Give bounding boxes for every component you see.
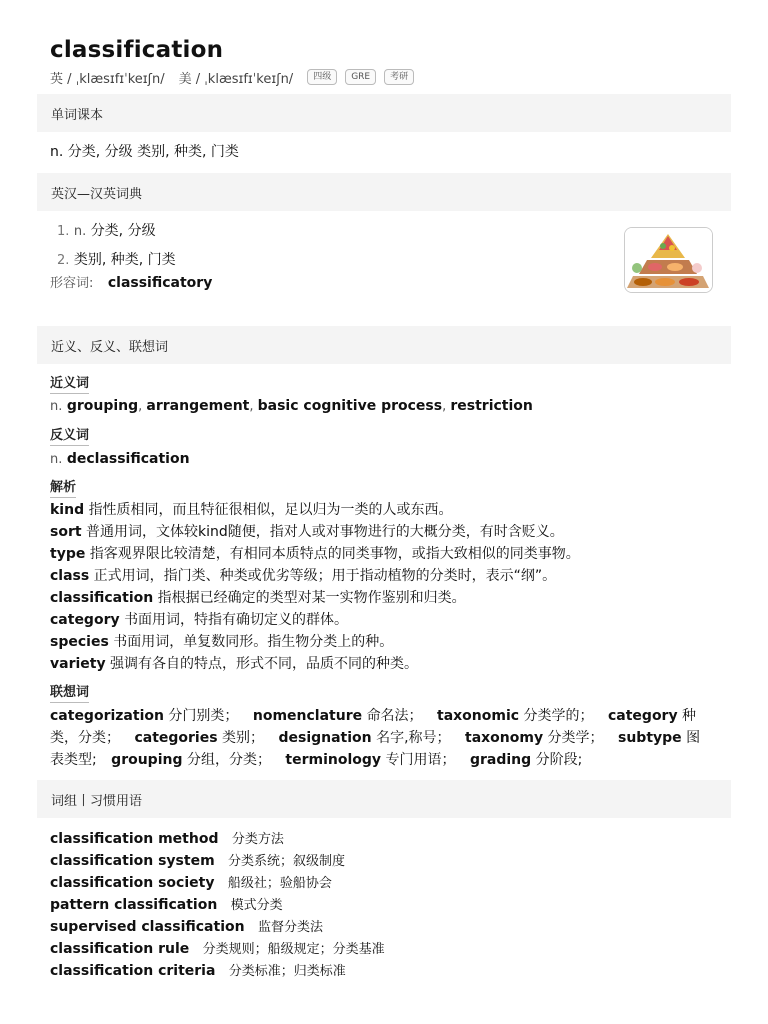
phrase-en: classification rule [50,941,190,957]
section-title: 单词课本 [51,107,104,123]
association-word[interactable]: taxonomic [437,708,520,724]
sense-meaning: 类别, 种类, 门类 [73,252,176,268]
analysis-desc: 书面用词，特指有确切定义的群体。 [124,612,349,628]
phrase-item[interactable] [50,829,284,850]
phonetic-uk[interactable]: 英 / ˌklæsɪfɪˈkeɪʃn/ [50,71,165,87]
analysis-item [50,544,580,564]
synonyms-row: n. grouping, arrangement, basic cognitive process, restriction [50,398,533,414]
analysis-item [50,500,453,520]
analysis-item [50,588,466,608]
synonym-word[interactable]: restriction [450,398,533,414]
sense-meaning: 分类, 分级 [90,223,156,239]
association-word[interactable]: grouping [111,752,183,768]
phrase-zh: 分类标准；归类标准 [228,964,346,979]
analysis-word[interactable]: kind [50,502,85,518]
association-item [134,730,264,746]
phrase-zh: 分类系统；叙级制度 [228,854,346,869]
association-item [285,752,455,768]
association-desc: 命名法； [366,708,423,724]
association-desc: 名字,称号； [376,730,451,746]
adjective-word[interactable]: classificatory [107,275,213,291]
food-pyramid-image[interactable] [624,227,713,293]
association-desc: 分组，分类； [186,752,271,768]
phonetic-row [50,68,422,86]
section-header-dictionary[interactable] [37,173,731,211]
section-header-textbook[interactable] [37,94,731,132]
phrase-zh: 模式分类 [230,898,283,913]
association-word[interactable]: categorization [50,708,164,724]
association-desc: 类别； [222,730,265,746]
antonym-word[interactable]: declassification [66,451,190,467]
section-header-related[interactable] [37,326,731,364]
phrase-item[interactable] [50,895,283,916]
association-item [253,708,423,724]
synonyms-pos: n. [50,399,63,414]
analysis-desc: 指性质相同，而且特征很相似，足以归为一类的人或东西。 [88,502,453,518]
sense-item [57,250,176,271]
phrase-item[interactable] [50,851,345,872]
analysis-item [50,610,348,630]
adjective-row [50,273,212,294]
analysis-word[interactable]: variety [50,656,106,672]
headword: classification [50,37,224,63]
phrase-item[interactable] [50,917,323,938]
phrase-zh: 分类规则；船级规定；分类基准 [202,942,385,957]
synonym-word[interactable]: basic cognitive process [257,398,443,414]
synonym-word[interactable]: grouping [66,398,139,414]
sense-number: 2. [57,253,70,268]
antonyms-label: 反义词 [50,427,89,446]
analysis-word[interactable]: classification [50,590,154,606]
analysis-item [50,632,393,652]
tag-kaoyan: 考研 [384,69,414,85]
association-word[interactable]: terminology [285,752,382,768]
synonym-word[interactable]: arrangement [146,398,250,414]
phrase-en: classification system [50,853,215,869]
analysis-label: 解析 [50,479,76,498]
analysis-desc: 正式用词，指门类、种类或优劣等级；用于指动植物的分类时，表示“纲”。 [93,568,557,584]
associations-label: 联想词 [50,684,89,703]
section-header-phrases[interactable] [37,780,731,818]
association-desc: 专门用语； [385,752,456,768]
phrase-zh: 监督分类法 [257,920,323,935]
analysis-word[interactable]: category [50,612,120,628]
tag-gre: GRE [345,69,376,85]
tag-cet4: 四级 [307,69,337,85]
association-desc: 分类学； [547,730,604,746]
association-item [278,730,450,746]
association-item [437,708,594,724]
association-item [111,752,271,768]
phrase-zh: 分类方法 [231,832,284,847]
associations-list [50,705,710,771]
sense-item [57,221,156,242]
analysis-word[interactable]: species [50,634,109,650]
analysis-item [50,522,564,542]
adjective-label: 形容词: [50,276,94,291]
association-desc: 分类学的； [523,708,594,724]
association-word[interactable]: categories [134,730,218,746]
association-desc: 种类，分类； [50,708,697,746]
association-word[interactable]: taxonomy [465,730,544,746]
association-word[interactable]: subtype [618,730,682,746]
phrase-en: pattern classification [50,897,218,913]
association-desc: 分阶段; [535,752,583,768]
phrase-item[interactable] [50,939,385,960]
association-item [50,708,238,724]
association-item [465,730,604,746]
phrase-en: classification society [50,875,215,891]
association-desc: 分门别类； [168,708,239,724]
association-item [470,752,582,768]
analysis-word[interactable]: sort [50,524,82,540]
analysis-desc: 普通用词，文体较kind随便，指对人或对事物进行的大概分类，有时含贬义。 [86,524,564,540]
association-word[interactable]: nomenclature [252,708,363,724]
synonyms-label: 近义词 [50,375,89,394]
phonetic-us[interactable]: 美 / ˌklæsɪfɪˈkeɪʃn/ [178,71,294,87]
phrase-en: classification criteria [50,963,216,979]
section-title: 词组丨习惯用语 [51,793,143,809]
analysis-item [50,566,556,586]
analysis-word[interactable]: type [50,546,86,562]
phrase-zh: 船级社；验船协会 [227,876,332,891]
sense-pos: n. [73,224,87,239]
phrase-en: classification method [50,831,219,847]
phrase-en: supervised classification [50,919,245,935]
analysis-desc: 指客观界限比较清楚，有相同本质特点的同类事物，或指大致相似的同类事物。 [89,546,580,562]
analysis-desc: 书面用词，单复数同形。指生物分类上的种。 [113,634,394,650]
analysis-desc: 指根据已经确定的类型对某一实物作鉴别和归类。 [157,590,466,606]
sense-number: 1. [57,224,70,239]
textbook-definition: n. 分类, 分级 类别, 种类, 门类 [50,144,239,160]
antonyms-row [50,449,190,470]
food-pyramid-image-icon [625,228,712,292]
association-word[interactable]: category [607,708,678,724]
association-desc: 图表类型; [50,730,701,768]
association-word[interactable]: grading [469,752,532,768]
analysis-item [50,654,418,674]
phrase-item[interactable] [50,873,332,894]
antonyms-pos: n. [50,452,63,467]
phrase-item[interactable] [50,961,346,982]
association-word[interactable]: designation [278,730,372,746]
section-title: 英汉—汉英词典 [51,186,143,202]
section-title: 近义、反义、联想词 [51,339,169,355]
analysis-word[interactable]: class [50,568,90,584]
analysis-desc: 强调有各自的特点，形式不同，品质不同的种类。 [110,656,419,672]
